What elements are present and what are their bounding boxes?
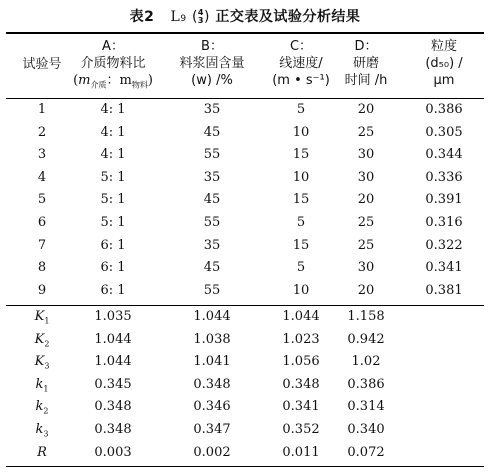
stat-value: 0.348 [282,376,320,392]
stat-value: 0.942 [347,331,385,347]
column-header-2 [53,38,173,94]
stats-rule [6,305,484,306]
table-cell: 20 [357,192,375,208]
table-cell: 35 [203,169,221,185]
table-cell: 45 [203,192,221,208]
header-line: 研磨 [352,56,379,71]
stat-subscript: 3 [43,429,49,439]
table-cell: 30 [357,260,375,276]
stat-value: 0.386 [347,376,385,392]
stat-subscript: 2 [44,339,50,349]
stat-value: 0.003 [94,444,132,460]
stat-value: 0.348 [193,376,231,392]
stat-value: 0.011 [282,444,320,460]
table-cell: 5: 1 [100,192,126,208]
stat-value: 1.041 [193,354,231,370]
table-cell: 35 [203,102,221,117]
table-cell: 5 [296,260,306,276]
table-cell: 5 [296,215,306,230]
table-cell: 55 [203,215,221,230]
header-line: 线速度/ [279,56,323,71]
material-sub: 物料 [131,80,148,90]
stat-symbol: k [35,376,44,392]
table-cell: 10 [292,282,310,298]
table-cell: 15 [292,237,310,253]
stat-value: 0.347 [193,422,231,437]
table-cell: 0.336 [425,169,463,185]
trial-number: 6 [37,215,47,230]
header-line: 料浆固含量 [179,56,245,71]
table-cell: 5: 1 [100,215,126,230]
stat-value: 1.038 [193,331,231,347]
stat-symbol: K [34,331,45,347]
table-cell: 25 [357,215,375,230]
table-cell: 55 [203,282,221,298]
table-cell: 0.391 [425,192,463,208]
column-header-3 [157,38,267,89]
header-line: A： [102,39,124,54]
header-rule [6,98,484,99]
stat-subscript: 2 [43,406,49,416]
stat-value: 1.044 [94,331,132,347]
header-line: 介质物料比 [80,56,146,71]
stat-subscript: 1 [44,316,50,326]
header-line: B： [201,39,223,54]
trial-number: 9 [37,282,47,298]
header-line: 时间 /h [344,73,388,88]
header-line: D： [354,39,378,54]
table-cell: 0.381 [425,282,463,298]
stat-value: 1.044 [193,309,231,324]
table-cell: 6: 1 [100,260,126,276]
table-cell: 4: 1 [100,124,126,140]
trial-number: 4 [37,169,47,185]
header-line: μm [433,73,455,88]
colon: ：m [106,73,132,88]
table-cell: 0.305 [425,124,463,140]
medium-sub: 介质 [90,80,107,90]
stat-symbol: k [35,422,44,437]
table-cell: 10 [292,124,310,140]
stat-value: 0.314 [347,399,385,415]
stat-symbol: R [37,444,47,460]
bottom-rule [6,466,484,467]
trial-number: 3 [37,147,47,163]
table-cell: 25 [357,237,375,253]
title-l-sub: 9 [180,14,187,24]
header-line: C： [289,39,313,54]
stat-value: 1.023 [282,331,320,347]
table-cell: 55 [203,147,221,163]
table-cell: 5: 1 [100,169,126,185]
stat-value: 0.348 [94,422,132,437]
stat-value: 1.044 [94,354,132,370]
trial-number: 5 [37,192,47,208]
table-cell: 0.386 [425,102,463,117]
stat-value: 1.035 [94,309,132,324]
table-cell: 0.316 [425,215,463,230]
top-rule [6,32,484,34]
table-cell: 20 [357,102,375,117]
stat-value: 0.002 [193,444,231,460]
header-ratio-formula: ($m_{介质}$：$m_{物料}$) [73,73,153,90]
title-frac-top: 4 [197,8,204,17]
stat-value: 1.02 [351,354,381,370]
stat-subscript: 1 [43,384,49,394]
table-cell: 6: 1 [100,282,126,298]
column-header-6 [409,38,479,89]
stat-value: 0.352 [282,422,320,437]
header-line: 粒度 [430,39,457,54]
title-text: 正交表及试验分析结果 [215,9,361,25]
table-cell: 45 [203,124,221,140]
trial-number: 2 [37,124,47,140]
header-line: (w) /% [191,73,233,88]
header-line: 试验号 [22,57,62,72]
table-cell: 25 [357,124,375,140]
table-cell: 4: 1 [100,147,126,163]
table-cell: 35 [203,237,221,253]
trial-number: 7 [37,237,47,253]
table-cell: 5 [296,102,306,117]
table-title: 表2 L9 (4 3) 正交表及试验分析结果 [129,8,361,25]
stat-value: 0.348 [94,399,132,415]
table-cell: 0.341 [425,260,463,276]
stat-value: 0.346 [193,399,231,415]
table-cell: 0.322 [425,237,463,253]
table-cell: 4: 1 [100,102,126,117]
table-cell: 45 [203,260,221,276]
table-cell: 20 [357,282,375,298]
table-cell: 15 [292,192,310,208]
table-cell: 15 [292,147,310,163]
stat-value: 1.056 [282,354,320,370]
table-cell: 30 [357,147,375,163]
stat-value: 0.072 [347,444,385,460]
stat-value: 0.341 [282,399,320,415]
trial-number: 8 [37,260,47,276]
title-l: L [170,9,181,25]
stat-symbol: K [34,354,45,370]
header-line: (d₅₀) / [425,56,463,71]
table-cell: 30 [357,169,375,185]
stat-value: 0.340 [347,422,385,437]
table-cell: 0.344 [425,147,463,163]
stat-value: 0.345 [94,376,132,392]
trial-number: 1 [37,102,47,117]
table-cell: 6: 1 [100,237,126,253]
stat-subscript: 3 [44,361,50,371]
stat-value: 1.044 [282,309,320,324]
m-symbol: m [78,73,91,88]
stat-symbol: K [34,309,45,324]
stat-symbol: k [35,399,44,415]
table-cell: 10 [292,169,310,185]
title-frac-bottom: 3 [197,16,204,25]
column-header-5 [331,38,401,89]
stat-value: 1.158 [347,309,385,324]
title-number: 表2 [129,9,155,25]
header-line: (m • s⁻¹) [272,73,330,88]
